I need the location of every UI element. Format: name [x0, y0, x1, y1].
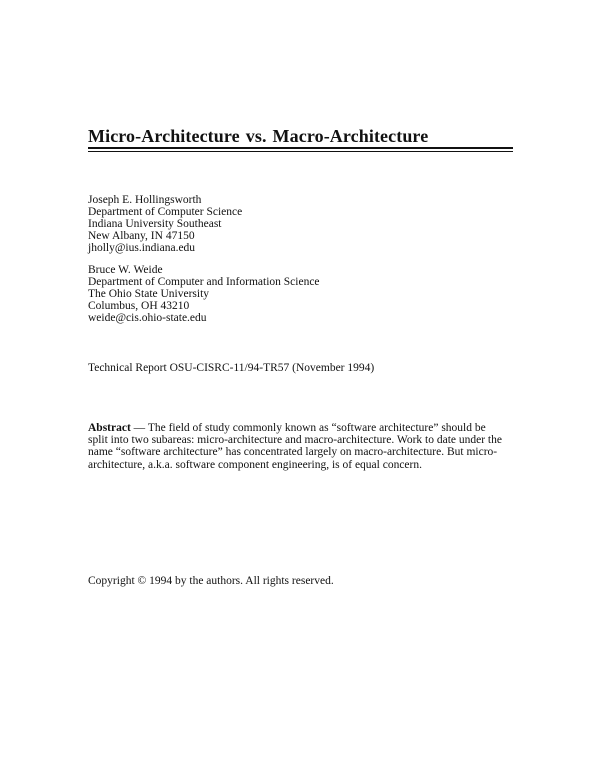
abstract-label: Abstract	[88, 422, 131, 434]
author-name: Joseph E. Hollingsworth	[88, 194, 202, 206]
abstract-dash: —	[130, 422, 148, 434]
title-part-1: Micro-Architecture	[88, 126, 240, 146]
abstract-line: architecture, a.k.a. software component engineering, is of equal concern.	[88, 458, 422, 471]
author-institution: The Ohio State University	[88, 288, 210, 300]
abstract-line	[88, 422, 518, 434]
author-email: weide@cis.ohio-state.edu	[88, 312, 207, 324]
title-part-3: Macro-Architecture	[272, 126, 429, 146]
author-block-2	[88, 264, 320, 324]
title-part-2: vs.	[245, 126, 267, 146]
author-institution: Indiana University Southeast	[88, 218, 222, 230]
technical-report-line	[88, 362, 374, 374]
author-email: jholly@ius.indiana.edu	[88, 242, 196, 254]
author-name: Bruce W. Weide	[88, 264, 163, 276]
abstract-text: The field of study commonly known as “software architecture” should be	[147, 422, 486, 434]
paper-title	[88, 126, 428, 147]
abstract-line: name “software architecture” has concentrated largely on macro-architecture. But micro-	[88, 446, 498, 459]
author-address: New Albany, IN 47150	[88, 230, 195, 242]
author-department: Department of Computer Science	[88, 206, 243, 218]
abstract	[88, 422, 518, 471]
report-text: Technical Report OSU-CISRC-11/94-TR57 (November 1994)	[88, 362, 375, 374]
title-rule-thin	[88, 151, 513, 152]
copyright-notice: Copyright © 1994 by the authors. All rights reserved.	[88, 575, 334, 587]
author-address: Columbus, OH 43210	[88, 300, 190, 312]
author-block-1	[88, 194, 242, 254]
author-department: Department of Computer and Information Science	[88, 276, 320, 288]
abstract-line: split into two subareas: micro-architecture and macro-architecture. Work to date under the	[88, 434, 502, 447]
title-rule-thick	[88, 147, 513, 149]
